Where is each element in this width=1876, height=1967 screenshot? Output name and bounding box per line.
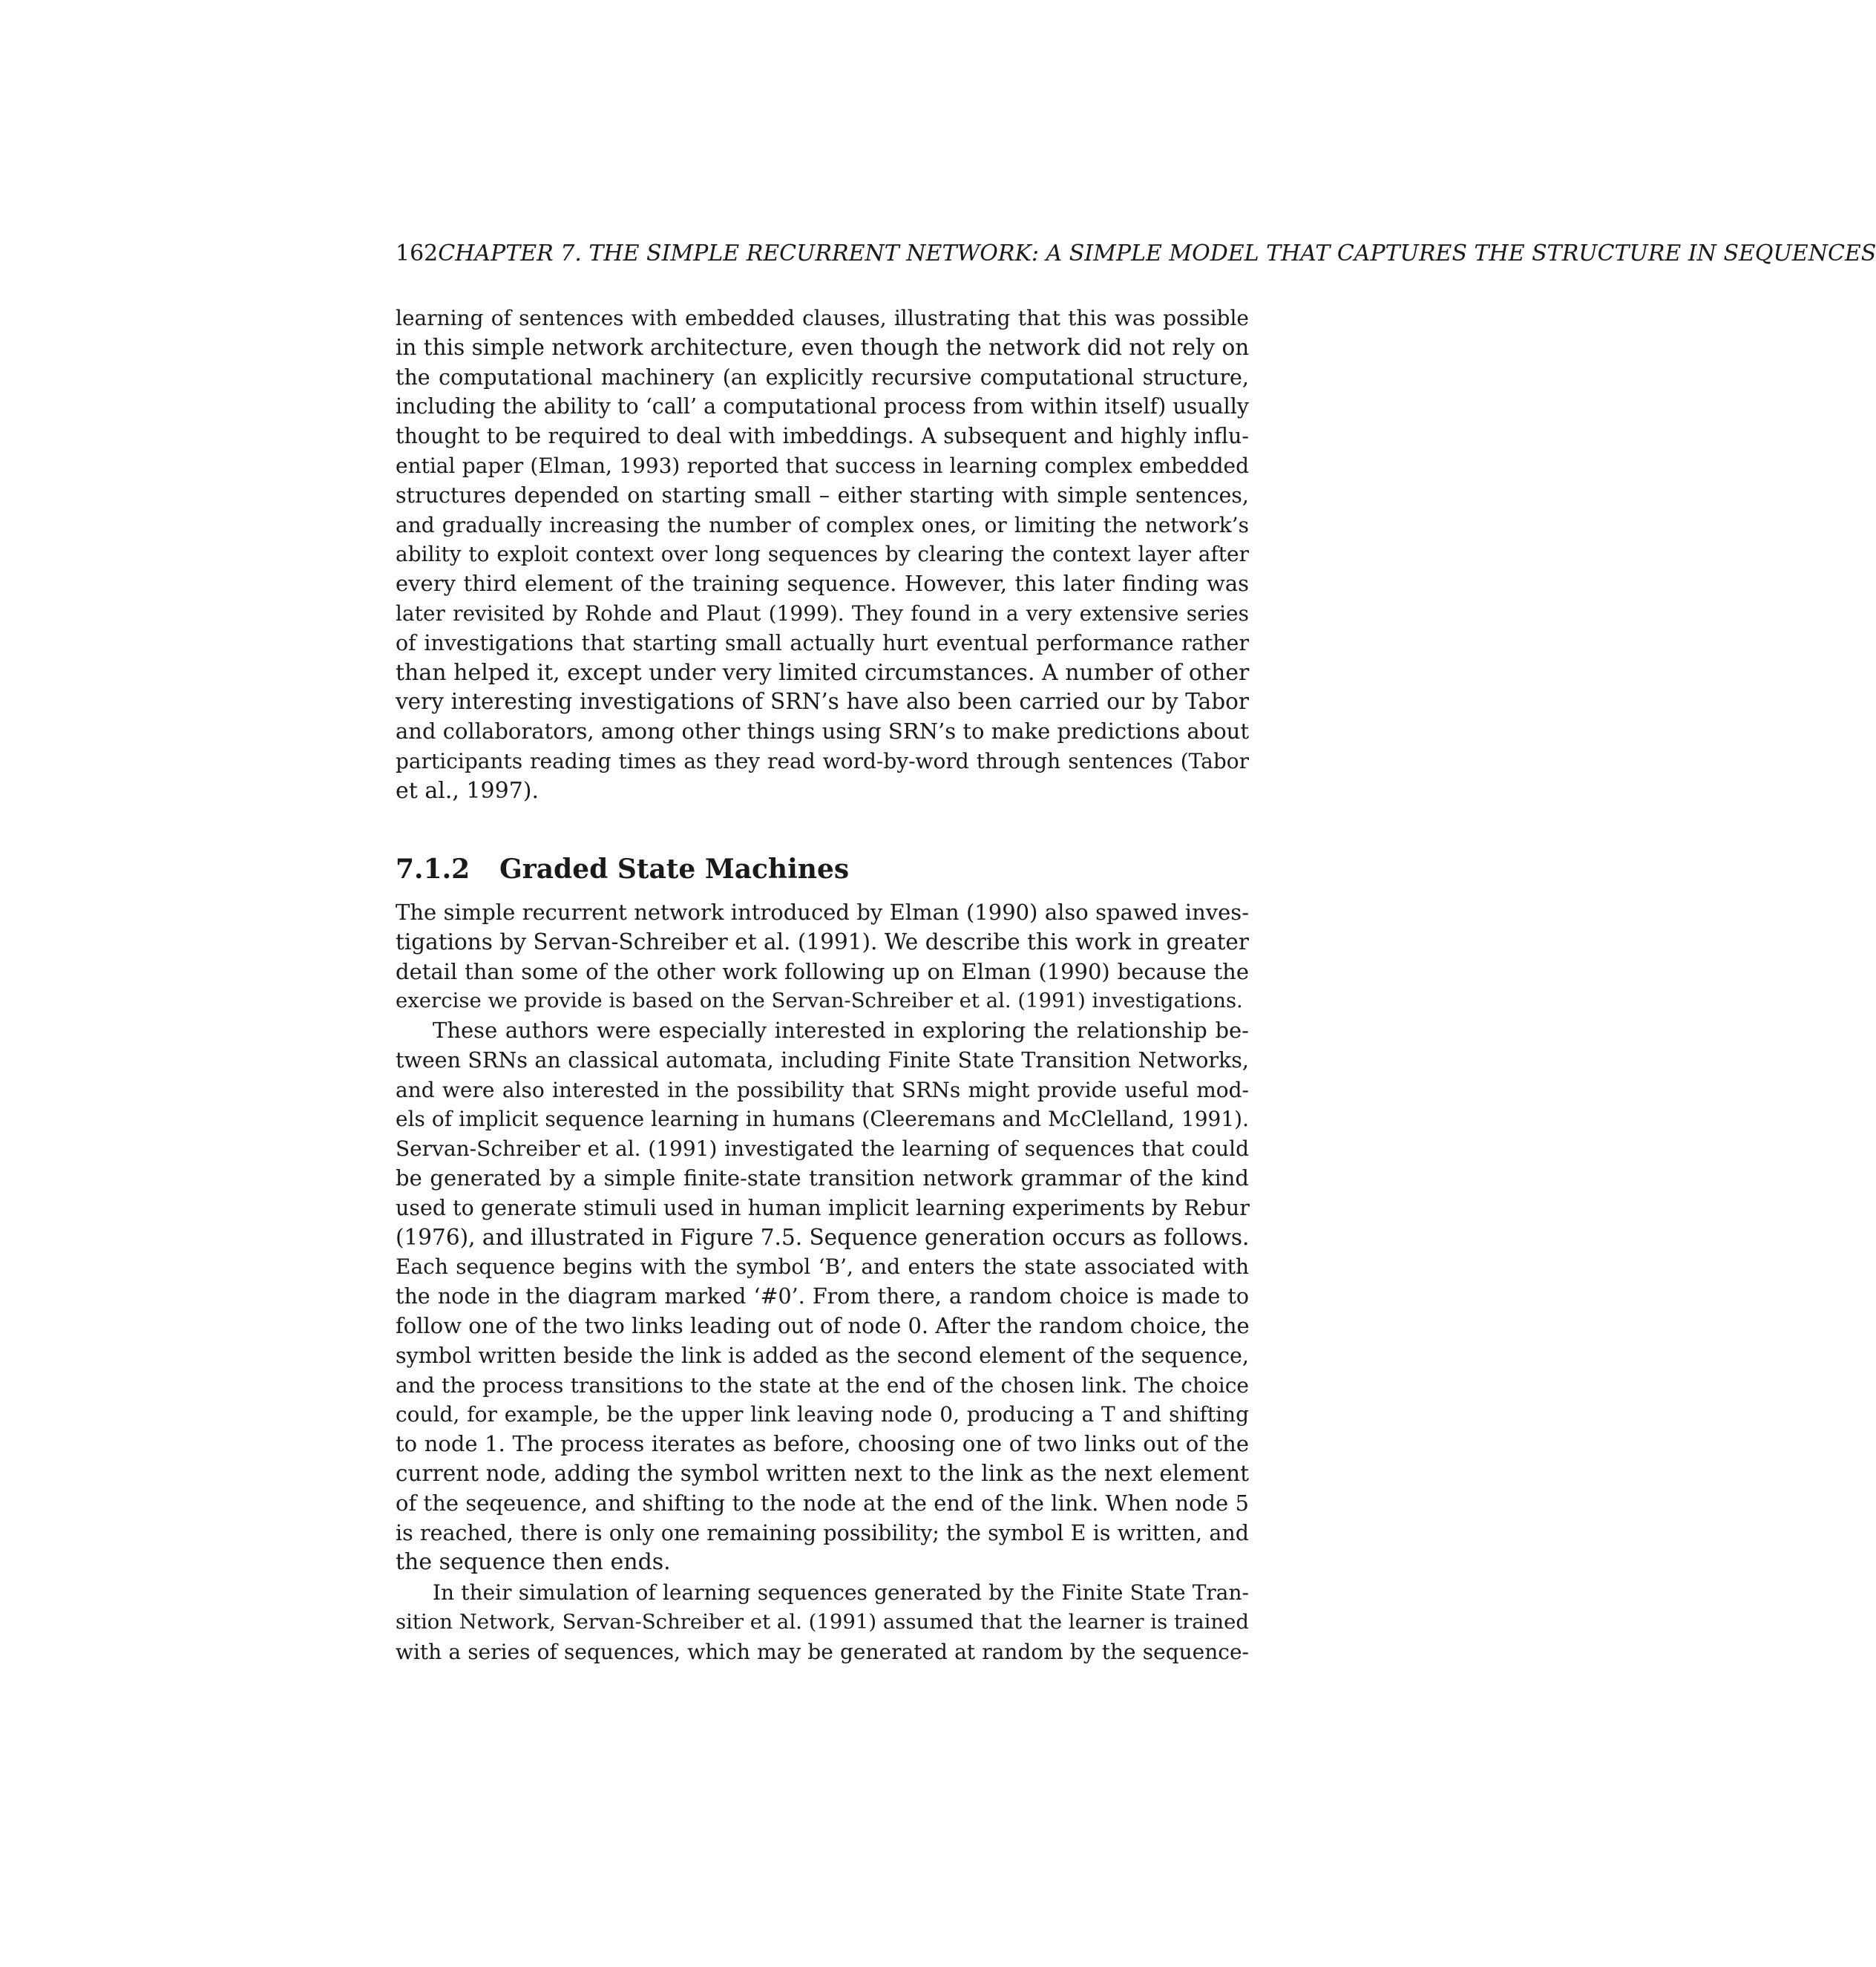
text-line: used to generate stimuli used in human implicit learning experiments by Rebur	[396, 1195, 1250, 1220]
text-line: symbol written beside the link is added as the second element of the sequence,	[396, 1343, 1249, 1368]
paragraph-elman-intro	[396, 898, 1249, 1016]
text-line: Servan-Schreiber et al. (1991) investigated the learning of sequences that could	[396, 1136, 1249, 1162]
text-line: follow one of the two links leading out of node 0. After the random choice, the	[396, 1312, 1250, 1338]
chapter-title: CHAPTER 7. THE SIMPLE RECURRENT NETWORK: A SIMPLE MODEL THAT CAPTURES THE STRUCTURE IN SEQUENCES	[438, 240, 1876, 266]
text-line: These authors were especially interested in exploring the relationship be-	[433, 1018, 1249, 1043]
text-line: tigations by Servan-Schreiber et al. (1991). We describe this work in greater	[396, 929, 1249, 955]
paragraph-simulation	[396, 1578, 1249, 1666]
section-title: Graded State Machines	[499, 854, 850, 885]
text-line: very interesting investigations of SRN’s have also been carried our by Tabor	[396, 689, 1249, 715]
text-line: every third element of the training sequence. However, this later finding was	[396, 571, 1249, 597]
text-line: the sequence then ends.	[396, 1549, 671, 1576]
running-head	[396, 236, 1876, 272]
text-line: tween SRNs an classical automata, including Finite State Transition Networks,	[396, 1047, 1249, 1073]
text-line: els of implicit sequence learning in humans (Cleeremans and McClelland, 1991).	[396, 1107, 1249, 1132]
text-line: and gradually increasing the number of complex ones, or limiting the network’s	[396, 512, 1249, 537]
text-line: et al., 1997).	[396, 777, 539, 804]
text-line: learning of sentences with embedded clauses, illustrating that this was possible	[396, 306, 1249, 330]
text-line: is reached, there is only one remaining possibility; the symbol E is written, and	[396, 1520, 1249, 1545]
text-line: of investigations that starting small actually hurt eventual performance rather	[396, 630, 1249, 655]
paragraph-sentence-learning	[396, 304, 1249, 806]
text-line: ential paper (Elman, 1993) reported that success in learning complex embedded	[396, 453, 1249, 478]
text-line: the node in the diagram marked ‘#0’. From there, a random choice is made to	[396, 1284, 1249, 1309]
text-line: The simple recurrent network introduced by Elman (1990) also spawed inves-	[396, 900, 1249, 925]
text-line: participants reading times as they read word-by-word through sentences (Tabor	[396, 748, 1249, 773]
section-number: 7.1.2	[396, 854, 470, 885]
page-number: 162	[396, 240, 439, 266]
text-line: current node, adding the symbol written next to the link as the next element	[396, 1460, 1249, 1486]
text-line: Each sequence begins with the symbol ‘B’, and enters the state associated with	[396, 1254, 1249, 1280]
text-line: (1976), and illustrated in Figure 7.5. Sequence generation occurs as follows.	[396, 1224, 1250, 1250]
section-heading	[396, 848, 849, 890]
text-line: sition Network, Servan-Schreiber et al. (1991) assumed that the learner is trained	[396, 1609, 1249, 1634]
text-line: with a series of sequences, which may be generated at random by the sequence-	[396, 1639, 1249, 1664]
text-line: and were also interested in the possibility that SRNs might provide useful mod-	[396, 1077, 1249, 1102]
text-line: the computational machinery (an explicitly recursive computational structure,	[396, 364, 1249, 390]
text-line: to node 1. The process iterates as before, choosing one of two links out of the	[396, 1431, 1249, 1457]
text-line: and collaborators, among other things using SRN’s to make predictions about	[396, 719, 1249, 744]
text-line: could, for example, be the upper link leaving node 0, producing a T and shifting	[396, 1402, 1249, 1427]
paragraph-automata	[396, 1016, 1249, 1577]
text-line: in this simple network architecture, even though the network did not rely on	[396, 334, 1250, 360]
text-line: including the ability to ‘call’ a computational process from within itself) usually	[396, 394, 1249, 419]
text-line: be generated by a simple finite-state transition network grammar of the kind	[396, 1165, 1249, 1191]
text-line: In their simulation of learning sequences generated by the Finite State Tran-	[433, 1580, 1249, 1605]
text-line: structures depended on starting small – either starting with simple sentences,	[396, 482, 1249, 508]
text-line: detail than some of the other work following up on Elman (1990) because the	[396, 958, 1249, 984]
text-line: and the process transitions to the state at the end of the chosen link. The choice	[396, 1372, 1249, 1398]
text-line: of the seqeuence, and shifting to the node at the end of the link. When node 5	[396, 1490, 1249, 1516]
text-line: than helped it, except under very limited circumstances. A number of other	[396, 659, 1250, 686]
text-line: later revisited by Rohde and Plaut (1999). They found in a very extensive series	[396, 600, 1249, 626]
text-line: ability to exploit context over long sequences by clearing the context layer after	[396, 542, 1249, 567]
text-line: thought to be required to deal with imbeddings. A subsequent and highly influ-	[396, 424, 1249, 449]
text-line: exercise we provide is based on the Servan-Schreiber et al. (1991) investigations.	[396, 989, 1243, 1013]
